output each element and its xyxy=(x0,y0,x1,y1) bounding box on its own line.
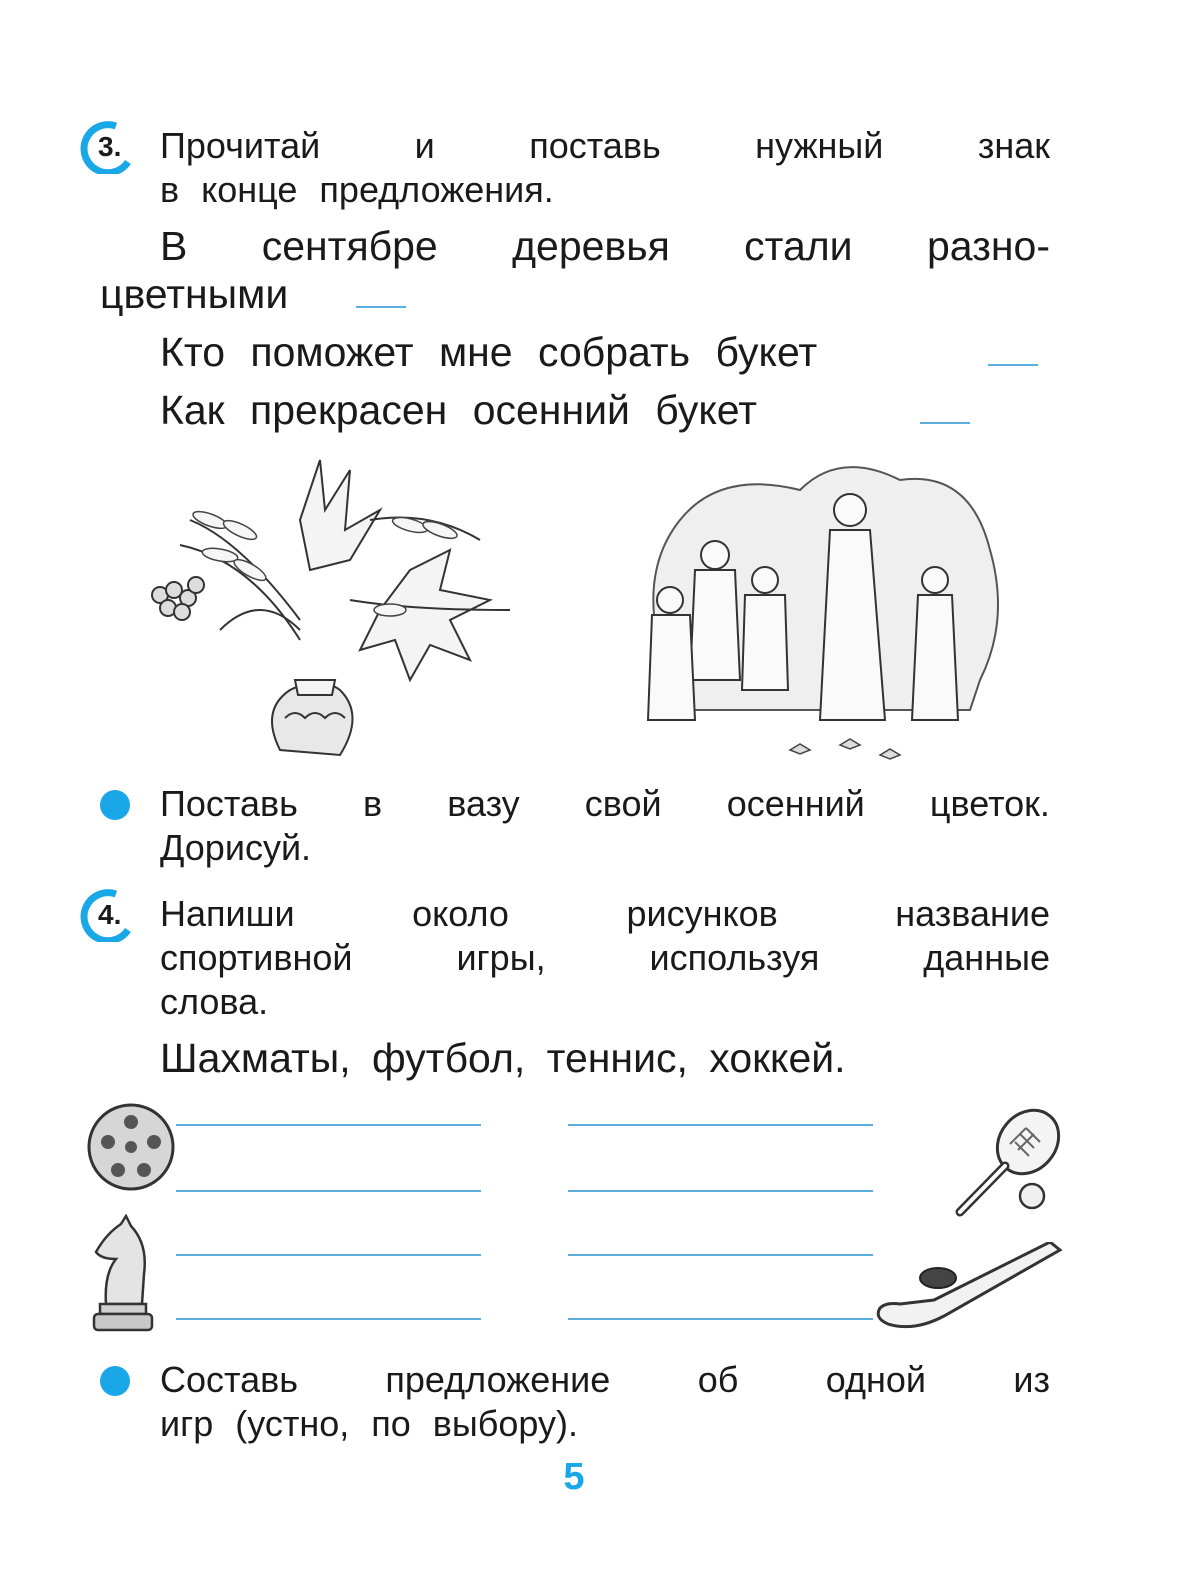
task-4-instruction-line-3: слова. xyxy=(160,981,269,1022)
bullet-dot-1 xyxy=(100,790,130,820)
task-4-badge xyxy=(76,886,132,942)
sports-words: Шахматы, футбол, теннис, хоккей. xyxy=(160,1035,846,1081)
task-3-number: 3. xyxy=(98,131,122,162)
writing-line-left-1[interactable] xyxy=(176,1124,481,1126)
bullet-1-line-1: Поставь в вазу свой осенний цветок. xyxy=(160,783,1050,824)
sentence-2-answer-blank[interactable] xyxy=(988,364,1038,366)
soccer-ball-icon xyxy=(86,1102,176,1192)
vase-bouquet-illustration xyxy=(150,450,520,770)
bullet-1-line-2: Дорисуй. xyxy=(160,827,312,868)
sentence-3-answer-blank[interactable] xyxy=(920,422,970,424)
writing-line-right-2[interactable] xyxy=(568,1190,873,1192)
task-4-instruction-line-2: спортивной игры, используя данные xyxy=(160,937,1050,978)
sentence-1-line-2: цветными xyxy=(100,271,289,317)
bullet-2-line-2: игр (устно, по выбору). xyxy=(160,1403,579,1444)
bullet-dot-2 xyxy=(100,1366,130,1396)
writing-line-right-3[interactable] xyxy=(568,1254,873,1256)
task-3-badge xyxy=(76,118,132,174)
writing-line-left-4[interactable] xyxy=(176,1318,481,1320)
sentence-2: Кто поможет мне собрать букет xyxy=(160,329,818,375)
tennis-racket-icon xyxy=(940,1104,1064,1230)
sentence-1-answer-blank[interactable] xyxy=(356,306,406,308)
writing-line-right-1[interactable] xyxy=(568,1124,873,1126)
page-number: 5 xyxy=(563,1456,585,1498)
task-4-instruction-line-1: Напиши около рисунков название xyxy=(160,893,1050,934)
writing-line-left-2[interactable] xyxy=(176,1190,481,1192)
bullet-2-line-1: Составь предложение об одной из xyxy=(160,1359,1050,1400)
task-3-instruction-line-2: в конце предложения. xyxy=(160,169,554,210)
hockey-stick-icon xyxy=(874,1242,1064,1334)
task-4-number: 4. xyxy=(98,899,122,930)
task-3-instruction-line-1: Прочитай и поставь нужный знак xyxy=(160,125,1050,166)
teacher-children-illustration xyxy=(640,450,1010,770)
writing-line-left-3[interactable] xyxy=(176,1254,481,1256)
sentence-3: Как прекрасен осенний букет xyxy=(160,387,757,433)
writing-line-right-4[interactable] xyxy=(568,1318,873,1320)
chess-knight-icon xyxy=(86,1214,156,1336)
sentence-1-line-1: В сентябре деревья стали разно- xyxy=(160,223,1050,269)
